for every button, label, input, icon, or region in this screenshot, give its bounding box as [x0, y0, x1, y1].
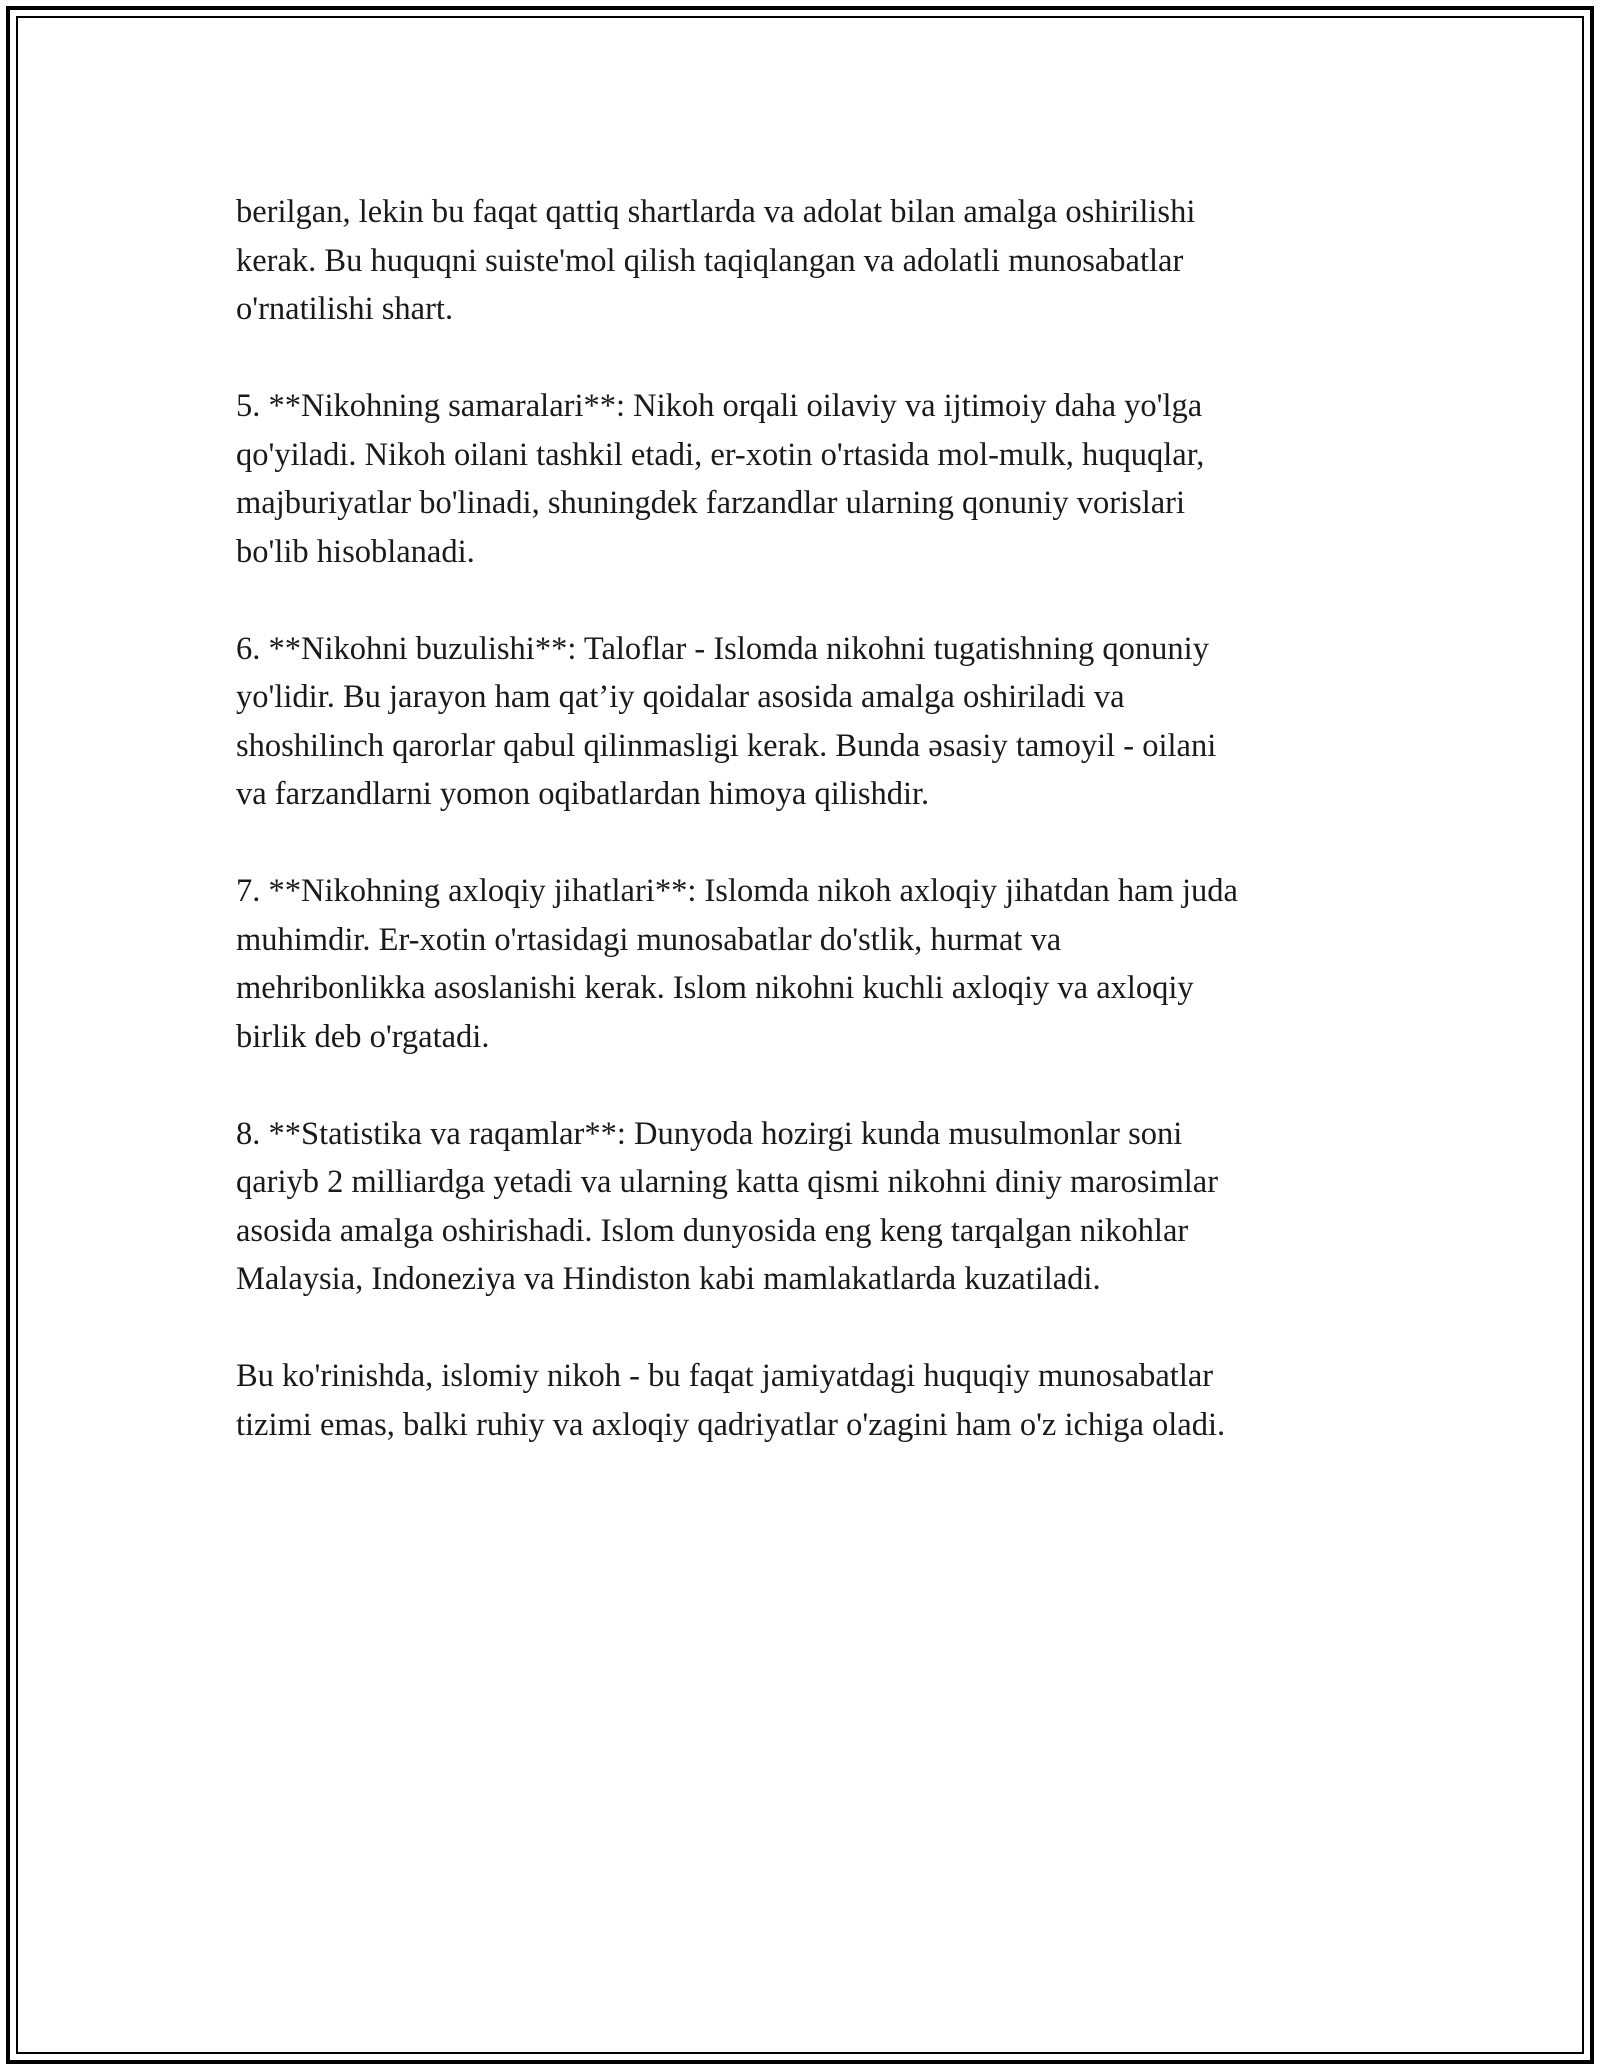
- paragraph-item-5: 5. **Nikohning samaralari**: Nikoh orqali oilaviy va ijtimoiy daha yo'lga qo'yiladi. Nikoh oilani tashkil etadi, er-xotin o'rtasida mol-mulk, huquqlar, majburiyatlar bo'linadi, shuningdek farzandlar ularning qonuniy vorislari bo'lib hisoblanadi.: [236, 388, 1205, 570]
- paragraph-conclusion: Bu ko'rinishda, islomiy nikoh - bu faqat jamiyatdagi huquqiy munosabatlar tizimi emas, balki ruhiy va axloqiy qadriyatlar o'zagini ham o'z ichiga oladi.: [236, 1358, 1226, 1443]
- paragraph-item-6: 6. **Nikohni buzulishi**: Taloflar - Islomda nikohni tugatishning qonuniy yo'lidir. Bu jarayon ham qat’iy qoidalar asosida amalga oshiriladi va shoshilinch qarorlar qabul qilinmasligi kerak. Bunda əsasiy tamoyil - oilani va farzandlarni yomon oqibatlardan himoya qilishdir.: [236, 630, 1217, 812]
- document-body: [236, 188, 1376, 1449]
- paragraph-continuation: berilgan, lekin bu faqat qattiq shartlarda va adolat bilan amalga oshirilishi kerak. Bu huquqni suiste'mol qilish taqiqlangan va adolatli munosabatlar o'rnatilishi shart.: [236, 194, 1196, 327]
- paragraph-item-8: 8. **Statistika va raqamlar**: Dunyoda hozirgi kunda musulmonlar soni qariyb 2 milliardga yetadi va ularning katta qismi nikohni diniy marosimlar asosida amalga oshirishadi. Islom dunyosida eng keng tarqalgan nikohlar Malaysia, Indoneziya va Hindiston kabi mamlakatlarda kuzatiladi.: [236, 1115, 1219, 1297]
- paragraph-item-7: 7. **Nikohning axloqiy jihatlari**: Islomda nikoh axloqiy jihatdan ham juda muhimdir. Er-xotin o'rtasidagi munosabatlar do'stlik, hurmat va mehribonlikka asoslanishi kerak. Islom nikohni kuchli axloqiy va axloqiy birlik deb o'rgatadi.: [236, 873, 1238, 1055]
